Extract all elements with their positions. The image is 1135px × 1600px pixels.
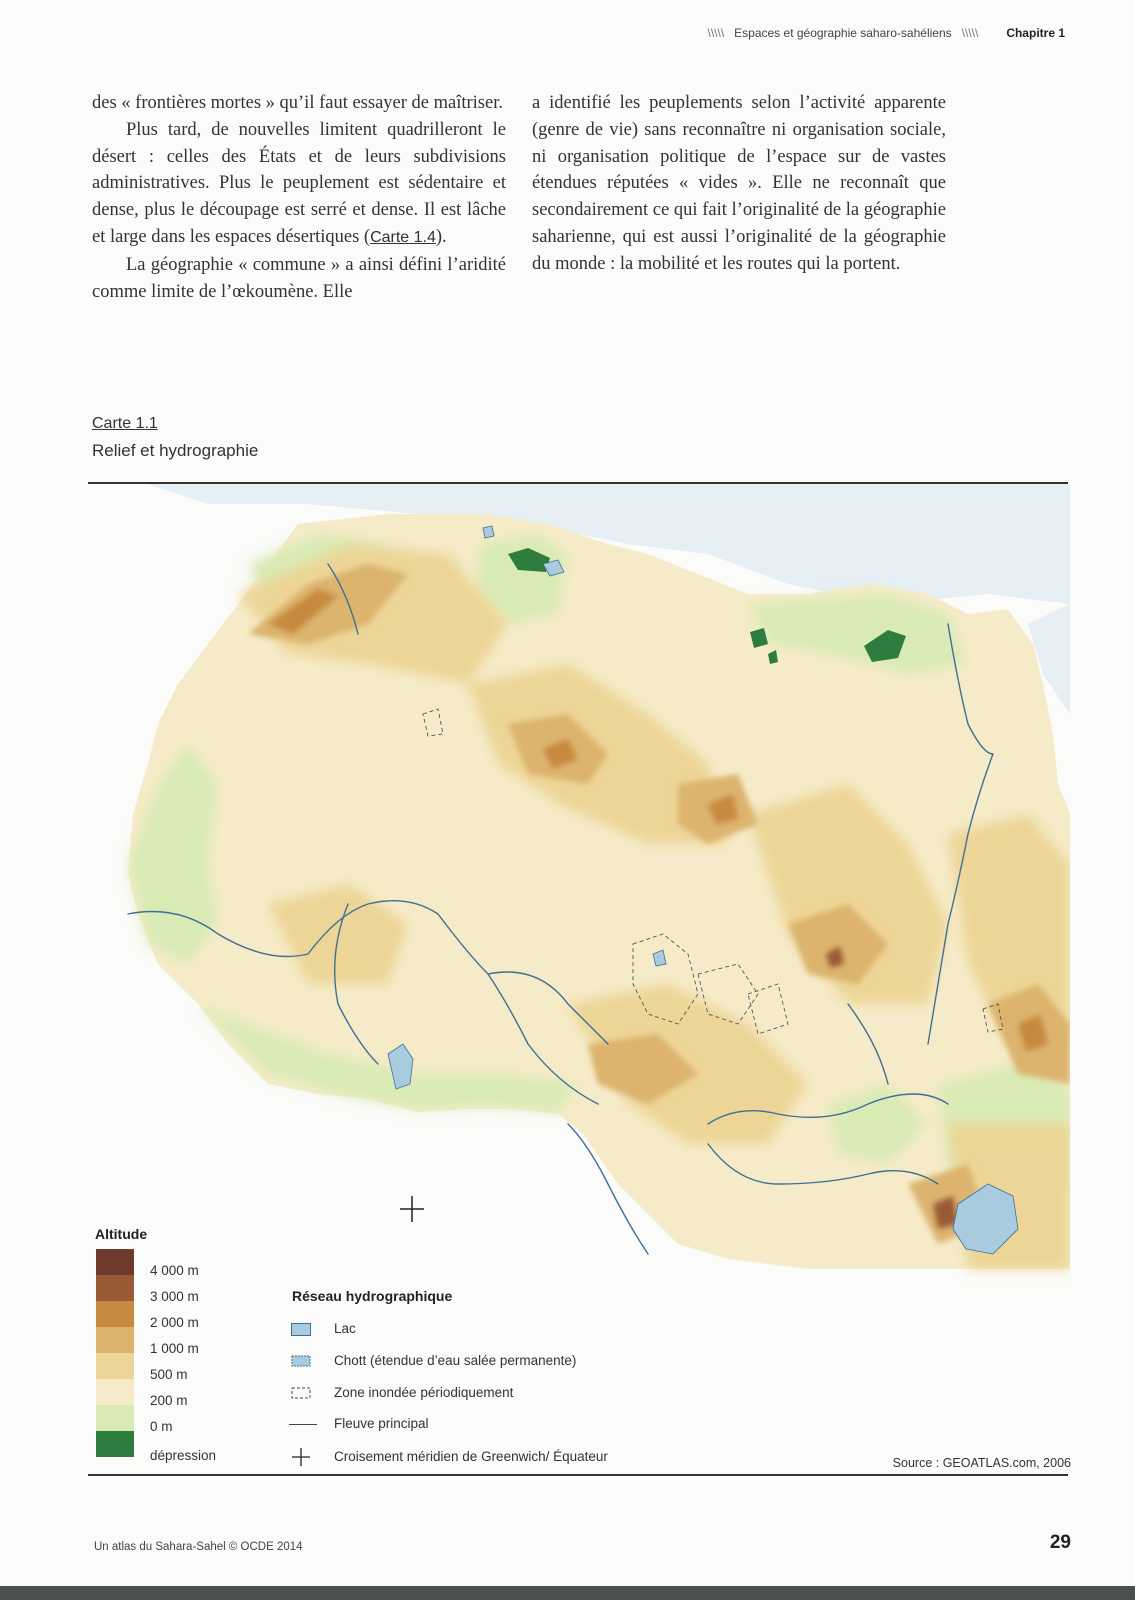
altitude-label: 4 000 m — [150, 1263, 199, 1278]
hydro-label: Zone inondée périodiquement — [334, 1385, 514, 1400]
paragraph — [92, 117, 506, 252]
lake-icon — [288, 1319, 314, 1339]
hydro-label: Lac — [334, 1321, 356, 1336]
altitude-label: dépression — [150, 1448, 217, 1463]
paragraph: La géographie « commune » a ainsi défini l’aridité comme limite de l’œkoumène. Elle — [92, 254, 506, 302]
hydro-label: Fleuve principal — [334, 1416, 429, 1431]
text-column-left — [92, 90, 506, 305]
altitude-legend-title: Altitude — [95, 1226, 148, 1242]
map-source: Source : GEOATLAS.com, 2006 — [892, 1456, 1071, 1470]
running-header — [707, 26, 1065, 40]
altitude-swatch — [96, 1275, 134, 1301]
altitude-swatch — [96, 1301, 134, 1327]
altitude-label: 3 000 m — [150, 1289, 199, 1304]
header-deco-left: \\\\\ — [707, 26, 725, 40]
altitude-label: 0 m — [150, 1419, 173, 1434]
hydro-label: Chott (étendue d’eau salée permanente) — [334, 1353, 577, 1368]
altitude-swatch — [96, 1405, 134, 1431]
paragraph-text-end: ). — [435, 226, 447, 247]
altitude-label: 500 m — [150, 1367, 188, 1382]
scan-edge — [0, 1586, 1135, 1600]
map-reference-link[interactable]: Carte 1.4 — [370, 228, 436, 246]
altitude-swatch — [96, 1249, 134, 1275]
flood-zone-icon — [288, 1383, 314, 1403]
header-chapter: Chapitre 1 — [1006, 26, 1065, 40]
footer-publication: Un atlas du Sahara-Sahel © OCDE 2014 — [94, 1541, 303, 1553]
hydro-label: Croisement méridien de Greenwich/ Équateur — [334, 1449, 608, 1464]
hydro-legend-title: Réseau hydrographique — [292, 1288, 453, 1304]
chott-icon — [288, 1351, 314, 1371]
altitude-swatch — [96, 1353, 134, 1379]
relief-map — [88, 484, 1070, 1284]
figure-bottom-rule — [88, 1474, 1068, 1476]
altitude-swatch — [96, 1327, 134, 1353]
paragraph-text: Plus tard, de nouvelles limitent quadrilleront le désert : celles des États et de leurs subdivisions administratives. Plus le peuplement est sédentaire et dense, plus le découpage est serré et dense. Il est lâche et large dans les espaces désertiques ( — [92, 119, 506, 247]
river-line-icon — [288, 1414, 318, 1434]
figure-title: Relief et hydrographie — [92, 441, 259, 460]
altitude-label: 1 000 m — [150, 1341, 199, 1356]
header-section: Espaces et géographie saharo-sahéliens — [734, 26, 952, 40]
text-column-right — [532, 90, 946, 278]
altitude-label: 2 000 m — [150, 1315, 199, 1330]
header-deco-right: \\\\\ — [961, 26, 979, 40]
altitude-swatch — [96, 1431, 134, 1457]
paragraph: des « frontières mortes » qu’il faut essayer de maîtriser. — [92, 93, 503, 113]
page-number: 29 — [1049, 1532, 1071, 1553]
altitude-swatch — [96, 1379, 134, 1405]
altitude-label: 200 m — [150, 1393, 188, 1408]
figure-label: Carte 1.1 — [92, 415, 158, 432]
cross-icon — [288, 1447, 314, 1467]
paragraph: a identifié les peuplements selon l’activité apparente (genre de vie) sans reconnaître ni organisation sociale, ni organisation politique de l’espace sur de vastes étendues réputées « vides ». Elle ne reconnaît que secondairement ce qui fait l’originalité de la géographie saharienne, qui est aussi l’originalité de la géographie du monde : la mobilité et les routes qui la portent. — [532, 93, 946, 274]
